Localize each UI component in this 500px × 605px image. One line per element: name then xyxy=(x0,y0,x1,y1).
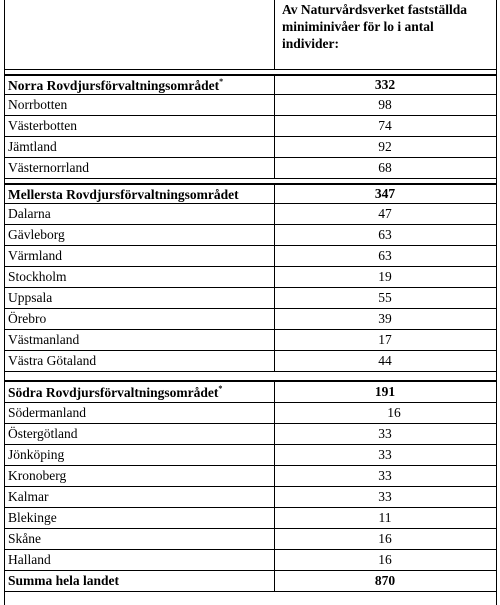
table-row xyxy=(4,225,496,246)
table-row xyxy=(4,403,496,424)
county-name: Västra Götaland xyxy=(8,353,97,368)
table-row xyxy=(4,351,496,372)
county-value: 16 xyxy=(378,552,392,567)
summary-value: 870 xyxy=(374,573,396,588)
table-row xyxy=(4,288,496,309)
county-value: 33 xyxy=(378,489,392,504)
county-name: Värmland xyxy=(8,248,62,263)
county-value: 16 xyxy=(387,405,401,420)
county-value: 44 xyxy=(378,353,392,368)
county-value: 55 xyxy=(378,290,392,305)
county-value: 63 xyxy=(378,227,392,242)
table-row xyxy=(4,95,496,116)
table-row xyxy=(4,330,496,351)
county-name: Dalarna xyxy=(8,206,51,221)
county-value: 92 xyxy=(378,139,392,154)
region-total: 191 xyxy=(374,384,396,399)
summary-label: Summa hela landet xyxy=(8,573,120,588)
table-row xyxy=(4,246,496,267)
county-name: Norrbotten xyxy=(8,97,68,112)
table-row xyxy=(4,424,496,445)
table-row xyxy=(4,445,496,466)
county-value: 39 xyxy=(378,311,392,326)
header-line: miniminivåer för lo i antal xyxy=(282,19,434,34)
county-name: Västernorrland xyxy=(8,160,89,175)
region-row-mellersta xyxy=(4,183,496,204)
table-row xyxy=(4,466,496,487)
county-name: Jönköping xyxy=(8,447,65,462)
county-name: Södermanland xyxy=(8,405,86,420)
county-name: Halland xyxy=(8,552,51,567)
county-value: 16 xyxy=(378,531,392,546)
header-line: Av Naturvårdsverket fastställda xyxy=(282,2,467,17)
table-row xyxy=(4,529,496,550)
county-name: Västerbotten xyxy=(8,118,77,133)
county-value: 74 xyxy=(378,118,392,133)
county-name: Stockholm xyxy=(8,269,67,284)
summary-row xyxy=(4,571,496,592)
region-row-norra xyxy=(4,74,496,95)
county-value: 68 xyxy=(378,160,392,175)
region-name: Mellersta Rovdjursförvaltningsområdet xyxy=(8,186,239,202)
region-name: Södra Rovdjursförvaltningsområdet* xyxy=(8,383,223,400)
table-row xyxy=(4,487,496,508)
county-name: Kalmar xyxy=(8,489,49,504)
county-name: Skåne xyxy=(8,531,41,546)
header-line: individer: xyxy=(282,36,340,51)
county-name: Jämtland xyxy=(8,139,57,154)
table-row xyxy=(4,550,496,571)
region-total: 332 xyxy=(374,77,396,92)
table-row xyxy=(4,508,496,529)
table-row xyxy=(4,137,496,158)
county-value: 63 xyxy=(378,248,392,263)
county-value: 33 xyxy=(378,468,392,483)
county-name: Västmanland xyxy=(8,332,80,347)
table-row xyxy=(4,267,496,288)
table-row xyxy=(4,116,496,137)
table-row xyxy=(4,309,496,330)
county-value: 11 xyxy=(378,510,392,525)
table-row xyxy=(4,204,496,225)
county-name: Örebro xyxy=(8,311,47,326)
county-name: Östergötland xyxy=(8,426,78,441)
county-name: Uppsala xyxy=(8,290,53,305)
county-name: Gävleborg xyxy=(8,227,65,242)
county-name: Blekinge xyxy=(8,510,57,525)
county-value: 33 xyxy=(378,447,392,462)
county-value: 19 xyxy=(378,269,392,284)
lynx-minimum-levels-table xyxy=(4,0,496,592)
county-value: 17 xyxy=(378,332,392,347)
county-value: 47 xyxy=(378,206,392,221)
county-value: 33 xyxy=(378,426,392,441)
county-name: Kronoberg xyxy=(8,468,67,483)
table-header-row xyxy=(4,0,496,70)
region-name: Norra Rovdjursförvaltningsområdet* xyxy=(8,76,224,93)
table-right-border xyxy=(496,0,497,605)
region-row-sodra xyxy=(4,380,496,403)
region-total: 347 xyxy=(374,186,396,201)
header-value-cell xyxy=(274,0,496,52)
table-row xyxy=(4,158,496,179)
county-value: 98 xyxy=(378,97,392,112)
